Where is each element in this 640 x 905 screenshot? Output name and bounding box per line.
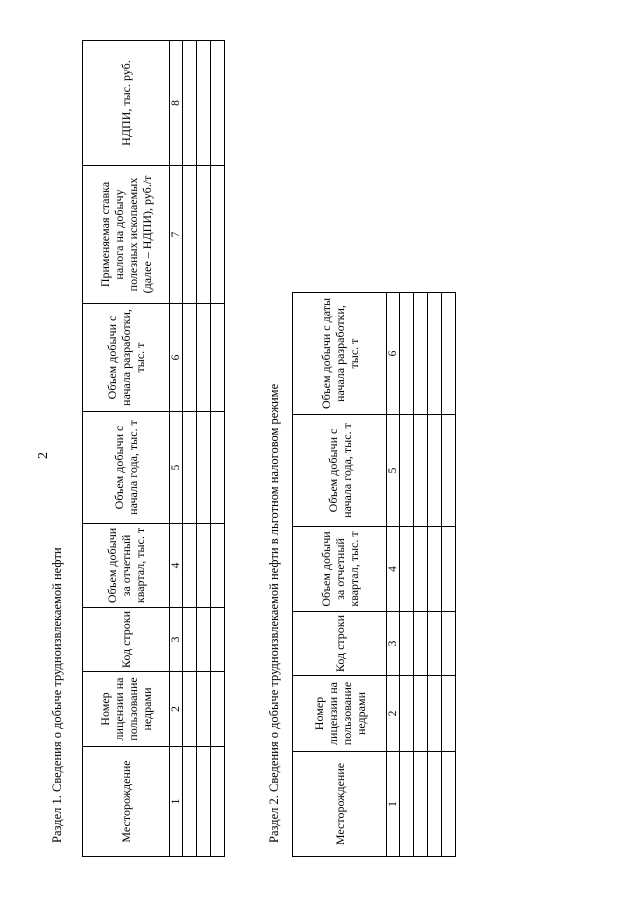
s1-col-number: 1 (170, 747, 183, 857)
s2-header-license: Номер лицензии на пользование недрами (293, 676, 387, 752)
section1-title: Раздел 1. Сведения о добыче трудноизвлекаемой нефти (50, 547, 64, 843)
s1-header-field: Месторождение (83, 747, 170, 857)
s2-col-number: 1 (387, 752, 400, 857)
s1-col-number: 3 (170, 608, 183, 672)
s1-col-number: 4 (170, 524, 183, 608)
s1-header-year-volume: Объем добычи с начала года, тыс. т (83, 412, 170, 524)
section1-table (82, 40, 225, 857)
section2-empty-row (400, 293, 414, 857)
s2-col-number: 2 (387, 676, 400, 752)
s2-col-number: 3 (387, 612, 400, 676)
s1-header-quarter-volume: Объем добычи за отчетный квартал, тыс. т (83, 524, 170, 608)
section2-empty-row (442, 293, 456, 857)
s2-header-field: Месторождение (293, 752, 387, 857)
page-number: 2 (36, 452, 51, 459)
section1-header-row (83, 41, 170, 857)
section2-header-row (293, 293, 387, 857)
section2-title: Раздел 2. Сведения о добыче трудноизвлекаемой нефти в льготном налоговом режиме (267, 383, 281, 843)
s2-col-number: 5 (387, 415, 400, 527)
s1-header-tax: НДПИ, тыс. руб. (83, 41, 170, 166)
s1-header-dev-volume: Объем добычи с начала разработки, тыс. т (83, 304, 170, 412)
s2-header-quarter-volume: Объем добычи за отчетный квартал, тыс. т (293, 527, 387, 612)
section1-number-row (170, 41, 183, 857)
s1-col-number: 2 (170, 672, 183, 747)
s1-header-license: Номер лицензии на пользование недрами (83, 672, 170, 747)
s1-header-tax-rate: Применяемая ставка налога на добычу полезных ископаемых (далее – НДПИ), руб./т (83, 166, 170, 304)
s2-header-line-code: Код строки (293, 612, 387, 676)
section1-empty-row (197, 41, 211, 857)
s2-header-dev-volume: Объем добычи с даты начала разработки, тыс. т (293, 293, 387, 415)
section2-empty-row (414, 293, 428, 857)
s2-header-year-volume: Объем добычи с начала года, тыс. т (293, 415, 387, 527)
s2-col-number: 6 (387, 293, 400, 415)
s1-header-line-code: Код строки (83, 608, 170, 672)
section2-number-row (387, 293, 400, 857)
section2-table (292, 292, 456, 857)
s1-col-number: 7 (170, 166, 183, 304)
section1-empty-row (211, 41, 225, 857)
section2-empty-row (428, 293, 442, 857)
s1-col-number: 6 (170, 304, 183, 412)
s2-col-number: 4 (387, 527, 400, 612)
s1-col-number: 8 (170, 41, 183, 166)
s1-col-number: 5 (170, 412, 183, 524)
section1-empty-row (183, 41, 197, 857)
